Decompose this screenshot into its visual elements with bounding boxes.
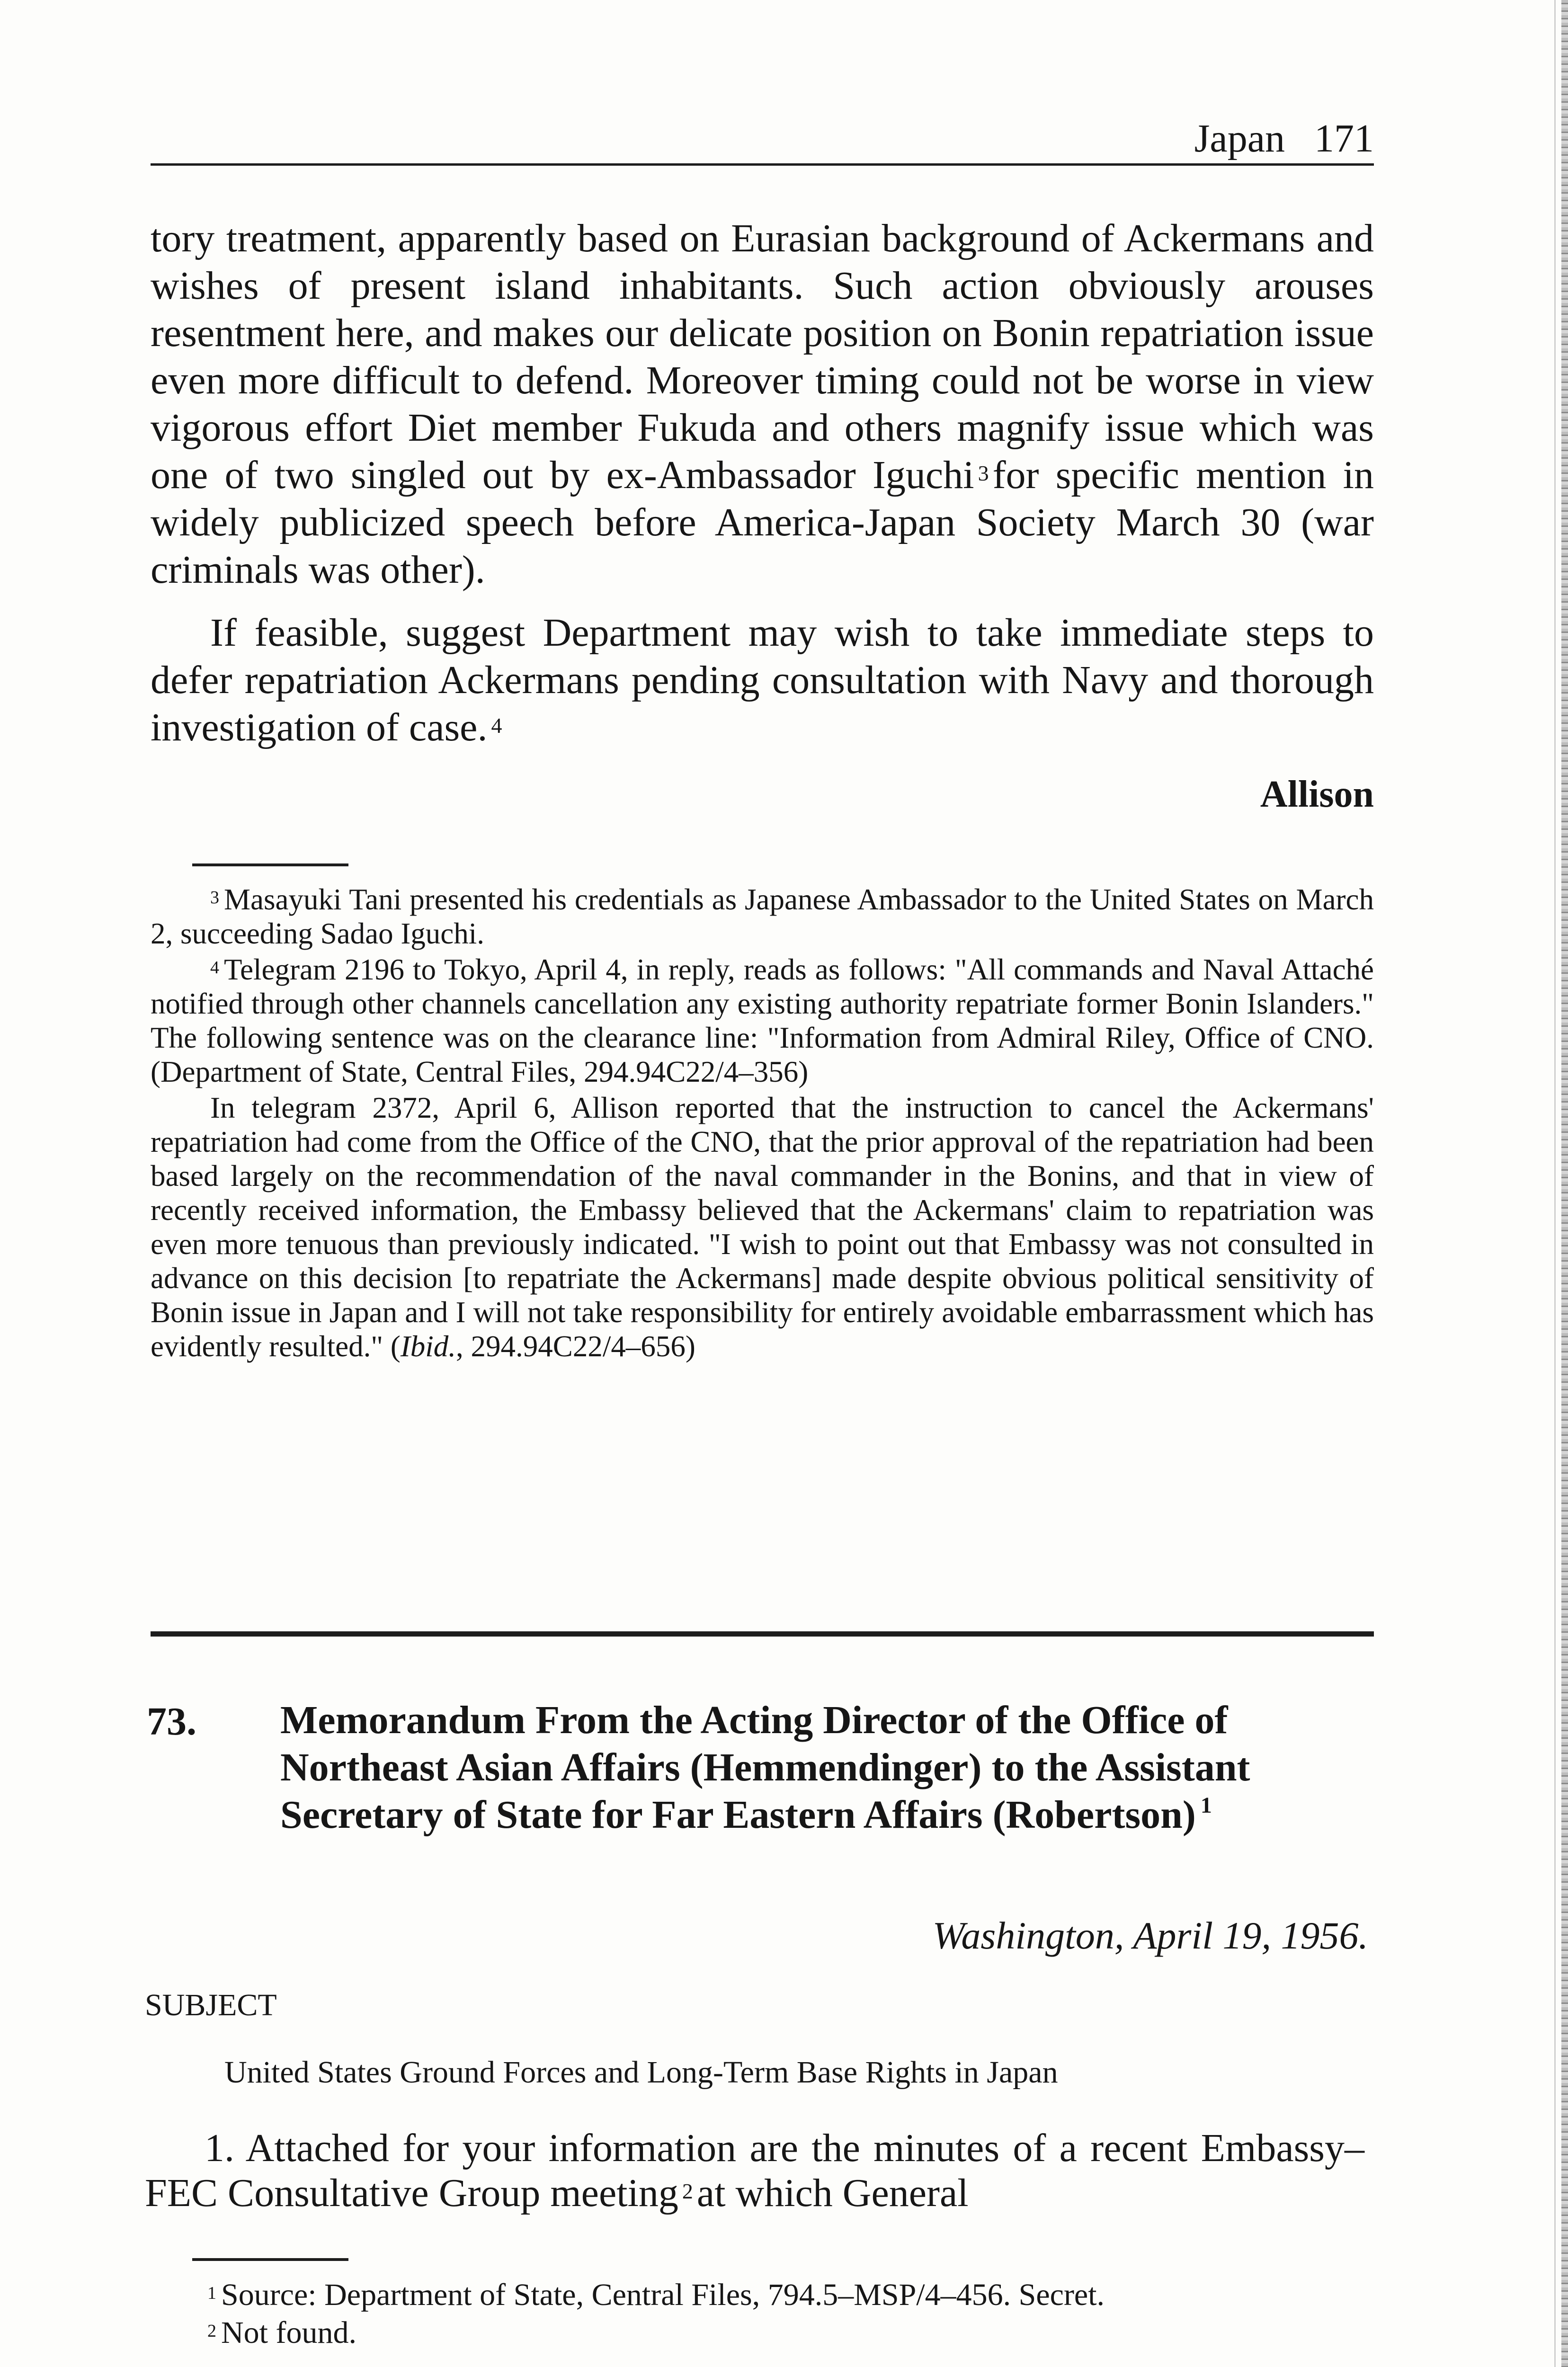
continuation-text-a: tory treatment, apparently based on Eurasian background of Ackermans and wishes of present island inhabitants. Such action obviously arouses resentment here, and makes our delicate position on Bonin repatriation issue even more difficult to defend. Moreover timing could not be worse in view vigorous effort Diet member Fukuda and others magnify issue which was one of two singled out by ex-Ambassador Iguchi: [151, 216, 1374, 497]
footnote-4-continued-text-b: , 294.94C22/4–656): [456, 1330, 695, 1363]
subject-label: SUBJECT: [145, 1988, 277, 2022]
footnote-2: [151, 2315, 1374, 2351]
page-edge: [1561, 0, 1568, 2367]
footnote-ref-4[interactable]: 4: [491, 713, 502, 738]
footnote-3-text: Masayuki Tani presented his credentials as Japanese Ambassador to the United States on March 2, succeeding Sadao Iguchi.: [151, 883, 1374, 950]
running-head: [151, 118, 1374, 166]
footnote-3-marker: 3: [210, 888, 219, 908]
signature: Allison: [1260, 774, 1374, 815]
dateline: Washington, April 19, 1956.: [932, 1914, 1368, 1957]
page-edge-shadow: [1554, 0, 1556, 2367]
memo-paragraph-1-text-a: 1. Attached for your information are the minutes of a recent Embassy–FEC Consultative Group meeting: [145, 2126, 1364, 2215]
footnote-ref-1[interactable]: 1: [1200, 1793, 1212, 1818]
footnote-rule-bottom: [192, 2258, 348, 2261]
footnote-ref-3[interactable]: 3: [978, 461, 989, 485]
subject-text: United States Ground Forces and Long-Term Base Rights in Japan: [224, 2055, 1058, 2090]
continuation-paragraph: [151, 215, 1374, 594]
footnotes-bottom: [151, 2277, 1374, 2353]
running-head-section: Japan: [1194, 116, 1285, 160]
footnote-3: [151, 882, 1374, 951]
ibid: Ibid.: [400, 1330, 456, 1363]
footnotes-top: [151, 882, 1374, 1365]
request-paragraph: [151, 609, 1374, 751]
footnote-4-continued: [151, 1091, 1374, 1363]
footnote-4: [151, 952, 1374, 1089]
footnote-2-marker: 2: [207, 2321, 216, 2341]
memo-paragraph-1-text-b: at which General: [696, 2171, 969, 2215]
footnote-2-text: Not found.: [221, 2315, 356, 2350]
section-divider: [151, 1631, 1374, 1637]
page-number: 171: [1314, 116, 1374, 160]
footnote-1-marker: 1: [207, 2283, 216, 2303]
footnote-ref-2[interactable]: 2: [682, 2179, 693, 2203]
document-title-text: Memorandum From the Acting Director of the Office of Northeast Asian Affairs (Hemmendinger) to the Assistant Secretary of State for Far Eastern Affairs (Robertson): [280, 1698, 1250, 1837]
document-title: [280, 1697, 1364, 1839]
footnote-rule-top: [192, 863, 348, 866]
document-number: 73.: [147, 1700, 196, 1744]
footnote-1-text: Source: Department of State, Central Files, 794.5–MSP/4–456. Secret.: [221, 2278, 1105, 2312]
footnote-1: [151, 2277, 1374, 2313]
footnote-4-continued-text-a: In telegram 2372, April 6, Allison reported that the instruction to cancel the Ackermans' repatriation had come from the Office of the CNO, that the prior approval of the repatriation had been based largely on the recommendation of the naval commander in the Bonins, and that in view of recently received information, the Embassy believed that the Ackermans' claim to repatriation was even more tenuous than previously indicated. "I wish to point out that Embassy was not consulted in advance on this decision [to repatriate the Ackermans] made despite obvious political sensitivity of Bonin issue in Japan and I will not take responsibility for entirely avoidable embarrassment which has evidently resulted." (: [151, 1091, 1374, 1363]
footnote-4-text: Telegram 2196 to Tokyo, April 4, in reply, reads as follows: "All commands and Naval Attaché notified through other channels cancellation any existing authority repatriate former Bonin Islanders." The following sentence was on the clearance line: "Information from Admiral Riley, Office of CNO. (Department of State, Central Files, 294.94C22/4–356): [151, 953, 1374, 1088]
continuation-text-b: for specific mention in widely publicized speech before America-Japan Society March 30 (war criminals was other).: [151, 453, 1374, 592]
footnote-4-marker: 4: [210, 958, 219, 978]
memo-paragraph-1: [145, 2126, 1364, 2216]
request-text: If feasible, suggest Department may wish to take immediate steps to defer repatriation Ackermans pending consultation with Navy and thorough investigation of case.: [151, 611, 1374, 749]
